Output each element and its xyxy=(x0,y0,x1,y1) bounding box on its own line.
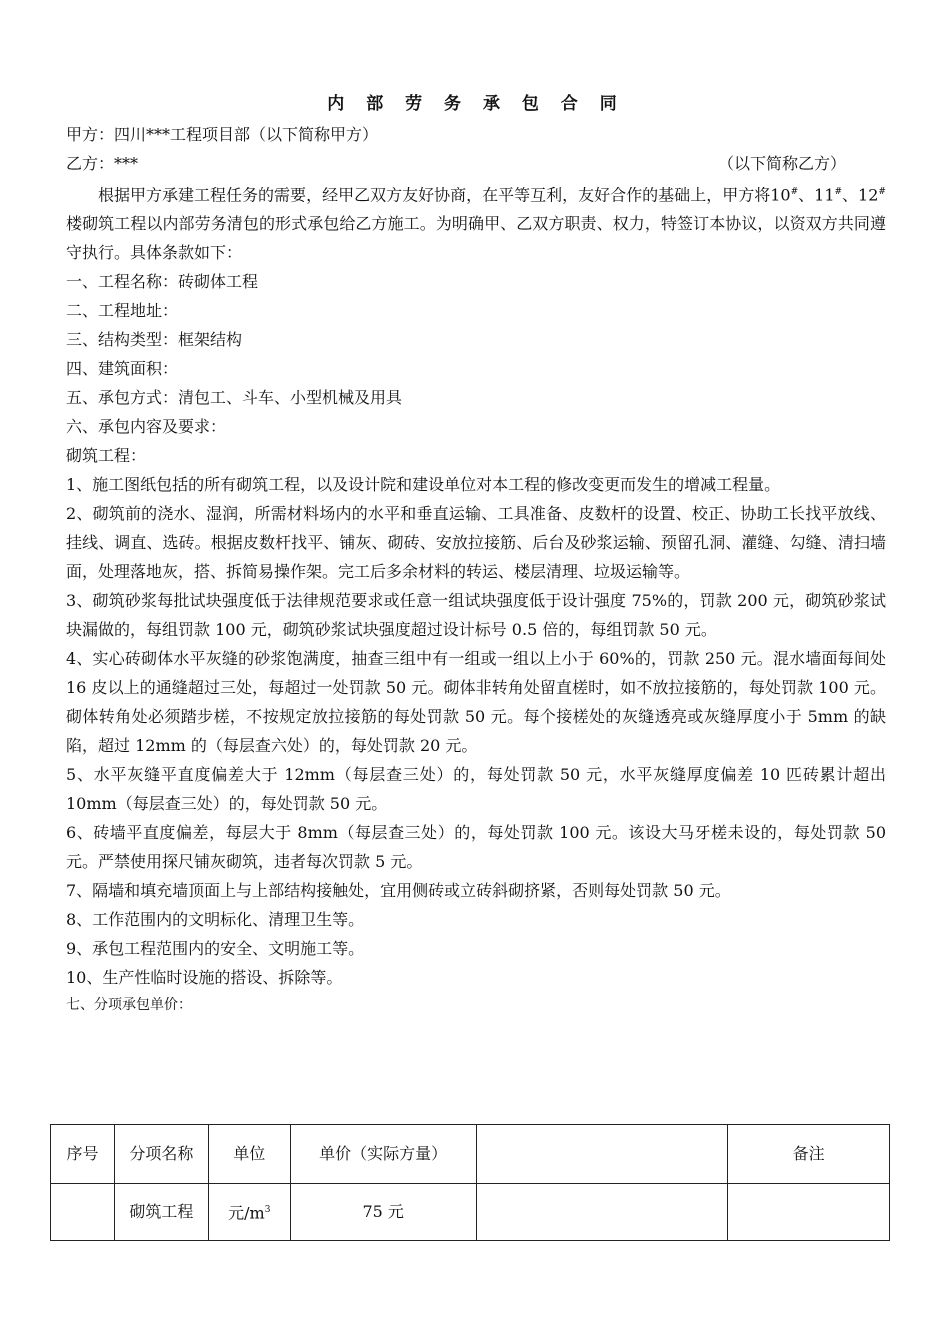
item-8: 8、工作范围内的文明标化、清理卫生等。 xyxy=(66,910,365,930)
item-2: 2、砌筑前的浇水、湿润，所需材料场内的水平和垂直运输、工具准备、皮数杆的设置、校正、协助工长找平放线、挂线、调直、选砖。根据皮数杆找平、铺灰、砌砖、安放拉接筋、后台及砂浆运输、预留孔洞、灌缝、勾缝、清扫墙面，处理落地灰，搭、拆简易操作架。完工后多余材料的转运、楼层清理、垃圾运输等。 xyxy=(66,504,886,582)
party-a-line: 甲方：四川***工程项目部（以下简称甲方） xyxy=(66,125,379,144)
item-1: 1、施工图纸包括的所有砌筑工程，以及设计院和建设单位对本工程的修改变更而发生的增减工程量。 xyxy=(66,475,781,495)
intro-sup-2: # xyxy=(834,187,843,197)
table-row xyxy=(51,1184,890,1241)
item-9: 9、承包工程范围内的安全、文明施工等。 xyxy=(66,939,365,959)
section-7-heading: 七、分项承包单价： xyxy=(66,997,192,1014)
cell-no xyxy=(51,1184,115,1241)
header-price: 单价（实际方量） xyxy=(290,1125,476,1184)
unit-sup: 3 xyxy=(264,1205,271,1216)
intro-text-1: 根据甲方承建工程任务的需要，经甲乙双方友好协商，在平等互利，友好合作的基础上，甲方将10 xyxy=(98,185,791,205)
cell-price: 75 元 xyxy=(290,1184,476,1241)
masonry-heading: 砌筑工程： xyxy=(66,446,147,466)
intro-text-3: 、12 xyxy=(842,185,879,205)
contract-page xyxy=(66,90,886,1018)
cell-remark xyxy=(728,1184,890,1241)
item-10: 10、生产性临时设施的搭设、拆除等。 xyxy=(66,968,343,988)
intro-sup-3: # xyxy=(878,187,886,197)
clause-address: 二、工程地址： xyxy=(66,301,179,321)
clause-area: 四、建筑面积： xyxy=(66,359,179,379)
header-item: 分项名称 xyxy=(114,1125,208,1184)
clause-structure: 三、结构类型：框架结构 xyxy=(66,330,243,350)
clause-scope: 六、承包内容及要求： xyxy=(66,417,227,437)
item-6: 6、砖墙平直度偏差，每层大于 8mm（每层查三处）的，每处罚款 100 元。该设大马牙槎未设的，每处罚款 50 元。严禁使用探尺铺灰砌筑，违者每次罚款 5 元。 xyxy=(66,823,886,872)
item-4: 4、实心砖砌体水平灰缝的砂浆饱满度，抽查三组中有一组或一组以上小于 60%的，罚款 250 元。混水墙面每间处 16 皮以上的通缝超过三处，每超过一处罚款 50 元。砌体非转角处留直槎时，如不放拉接筋的，每处罚款 100 元。砌体转角处必须踏步槎，不按规定放拉接筋的每处罚款 50 元。每个接槎处的灰缝透亮或灰缝厚度小于 5mm 的缺陷，超过 12mm 的（每层查六处）的，每处罚款 20 元。 xyxy=(66,649,886,756)
clause-method: 五、承包方式：清包工、斗车、小型机械及用具 xyxy=(66,388,403,408)
item-7: 7、隔墙和填充墙顶面上与上部结构接触处，宜用侧砖或立砖斜砌挤紧，否则每处罚款 50 元。 xyxy=(66,881,731,901)
unit-price-table xyxy=(50,1124,890,1241)
intro-text-4: 楼砌筑工程以内部劳务清包的形式承包给乙方施工。为明确甲、乙双方职责、权力，特签订本协议，以资双方共同遵守执行。具体条款如下： xyxy=(66,214,886,263)
party-b-line xyxy=(66,149,886,178)
party-b-note: （以下简称乙方） xyxy=(717,154,846,173)
unit-text: 元/m xyxy=(228,1203,265,1223)
party-b-label: 乙方：*** xyxy=(66,154,139,173)
intro-sup-1: # xyxy=(790,187,799,197)
table-header-row xyxy=(51,1125,890,1184)
item-3: 3、砌筑砂浆每批试块强度低于法律规范要求或任意一组试块强度低于设计强度 75%的，罚款 200 元，砌筑砂浆试块漏做的，每组罚款 100 元，砌筑砂浆试块强度超过设计标号 0.5 倍的，每组罚款 50 元。 xyxy=(66,591,886,640)
item-5: 5、水平灰缝平直度偏差大于 12mm（每层查三处）的，每处罚款 50 元，水平灰缝厚度偏差 10 匹砖累计超出 10mm（每层查三处）的，每处罚款 50 元。 xyxy=(66,765,886,814)
intro-paragraph xyxy=(66,178,886,267)
header-blank xyxy=(476,1125,728,1184)
clause-name: 一、工程名称：砖砌体工程 xyxy=(66,272,259,292)
document-title: 内 部 劳 务 承 包 合 同 xyxy=(327,94,625,114)
header-unit: 单位 xyxy=(208,1125,290,1184)
cell-blank xyxy=(476,1184,728,1241)
header-no: 序号 xyxy=(51,1125,115,1184)
header-remark: 备注 xyxy=(728,1125,890,1184)
cell-item: 砌筑工程 xyxy=(114,1184,208,1241)
cell-unit xyxy=(208,1184,290,1241)
intro-text-2: 、11 xyxy=(798,185,835,205)
